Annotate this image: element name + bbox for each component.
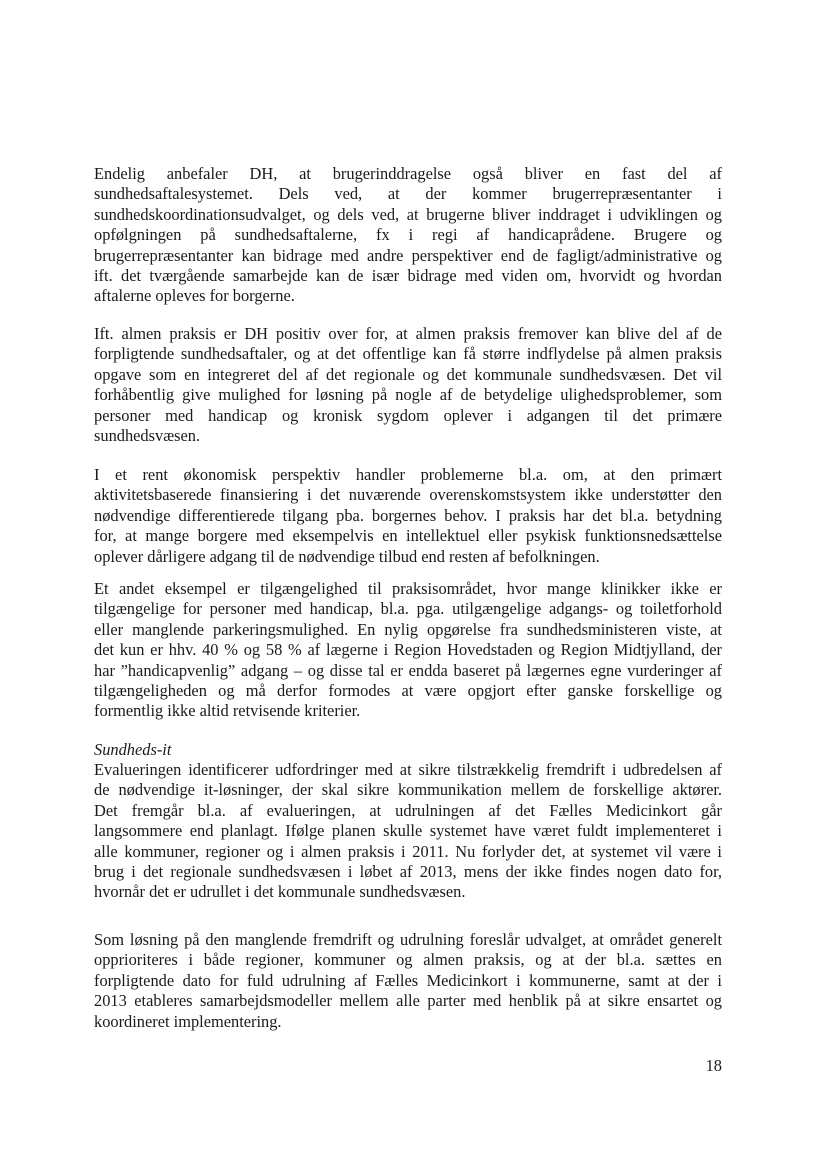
section-heading: Sundheds-it bbox=[94, 740, 172, 759]
text-line: oplever dårligere adgang til de nødvendige tilbud end resten af befolkningen. bbox=[94, 546, 600, 566]
text-line: forpligtende dato for fuld udrulning af Fælles Medicinkort i kommunerne, samt at der i bbox=[94, 970, 722, 990]
text-line: de nødvendige it-løsninger, der skal sikre kommunikation mellem de forskellige aktører. bbox=[94, 780, 722, 800]
text-line: Et andet eksempel er tilgængelighed til praksisområdet, hvor mange klinikker ikke er bbox=[94, 579, 722, 598]
text-line: 2013 etableres samarbejdsmodeller mellem alle parter med henblik på at sikre ensartet og bbox=[94, 991, 722, 1011]
paragraph-economic-perspective bbox=[94, 465, 722, 567]
text-line: Evalueringen identificerer udfordringer med at sikre tilstrækkelig fremdrift i udbredelsen af bbox=[94, 760, 722, 779]
text-line: brug i det regionale sundhedsvæsen i løbet af 2013, mens der ikke findes nogen dato for, bbox=[94, 861, 722, 881]
text-line: nødvendige differentierede tilgang pba. borgernes behov. I praksis har det bl.a. betydning bbox=[94, 505, 722, 525]
text-line: alle kommuner, regioner og i almen praksis i 2011. Nu forlyder det, at systemet vil være i bbox=[94, 841, 722, 861]
text-line: ift. det tværgående samarbejde kan de især bidrage med viden om, hvorvidt og hvordan bbox=[94, 265, 722, 285]
text-line: aktivitetsbaserede finansiering i det nuværende overenskomstsystem ikke understøtter den bbox=[94, 485, 722, 505]
text-line: langsommere end planlagt. Ifølge planen skulle systemet have været fuldt implementeret i bbox=[94, 821, 722, 841]
text-line: Det fremgår bl.a. af evalueringen, at udrulningen af det Fælles Medicinkort går bbox=[94, 800, 722, 820]
paragraph-user-involvement bbox=[94, 164, 722, 307]
text-line: sundhedsvæsen. bbox=[94, 425, 201, 445]
paragraph-accessibility bbox=[94, 579, 722, 722]
text-line: har ”handicapvenlig” adgang – og disse tal er endda baseret på lægernes egne vurderinger af bbox=[94, 660, 722, 680]
page-number: 18 bbox=[705, 1056, 722, 1075]
text-line: Endelig anbefaler DH, at brugerinddragelse også bliver en fast del af bbox=[94, 164, 722, 183]
text-line: formentlig ikke altid retvisende kriterier. bbox=[94, 701, 361, 721]
text-line: sundhedsaftalesystemet. Dels ved, at der kommer brugerrepræsentanter i bbox=[94, 184, 722, 204]
text-line: koordineret implementering. bbox=[94, 1011, 282, 1031]
text-line: det kun er hhv. 40 % og 58 % af lægerne i Region Hovedstaden og Region Midtjylland, der bbox=[94, 640, 722, 660]
text-line: Ift. almen praksis er DH positiv over for, at almen praksis fremover kan blive del af de bbox=[94, 324, 722, 343]
text-line: hvornår det er udrullet i det kommunale sundhedsvæsen. bbox=[94, 882, 466, 902]
paragraph-proposal bbox=[94, 930, 722, 1032]
text-line: eller manglende parkeringsmulighed. En nylig opgørelse fra sundhedsministeren viste, at bbox=[94, 619, 722, 639]
text-line: forpligtende sundhedsaftaler, og at det offentlige kan få større indflydelse på almen praksis bbox=[94, 344, 722, 364]
text-line: I et rent økonomisk perspektiv handler problemerne bl.a. om, at den primært bbox=[94, 465, 722, 484]
text-line: sundhedskoordinationsudvalget, og dels ved, at brugerne bliver inddraget i udviklingen og bbox=[94, 204, 722, 224]
paragraph-general-practice bbox=[94, 324, 722, 446]
text-line: for, at mange borgere med eksempelvis en intellektuel eller psykisk funktionsnedsættelse bbox=[94, 526, 722, 546]
text-line: Som løsning på den manglende fremdrift og udrulning foreslår udvalget, at området generelt bbox=[94, 930, 722, 949]
text-line: opprioriteres i både regioner, kommuner og almen praksis, og at der bl.a. sættes en bbox=[94, 950, 722, 970]
paragraph-health-it bbox=[94, 760, 722, 903]
text-line: personer med handicap og kronisk sygdom oplever i adgangen til det primære bbox=[94, 405, 722, 425]
text-line: forhåbentlig give mulighed for løsning på nogle af de betydelige ulighedsproblemer, som bbox=[94, 385, 722, 405]
text-line: tilgængeligheden og må derfor formodes at være opgjort efter ganske forskellige og bbox=[94, 680, 722, 700]
text-line: brugerrepræsentanter kan bidrage med andre perspektiver end de fagligt/administrative og bbox=[94, 245, 722, 265]
text-line: opfølgningen på sundhedsaftalerne, fx i regi af handicaprådene. Brugere og bbox=[94, 225, 722, 245]
text-line: aftalerne opleves for borgerne. bbox=[94, 286, 295, 306]
text-line: opgave som en integreret del af det regionale og det kommunale sundhedsvæsen. Det vil bbox=[94, 364, 722, 384]
text-line: tilgængelige for personer med handicap, bl.a. pga. utilgængelige adgangs- og toiletforhold bbox=[94, 599, 722, 619]
